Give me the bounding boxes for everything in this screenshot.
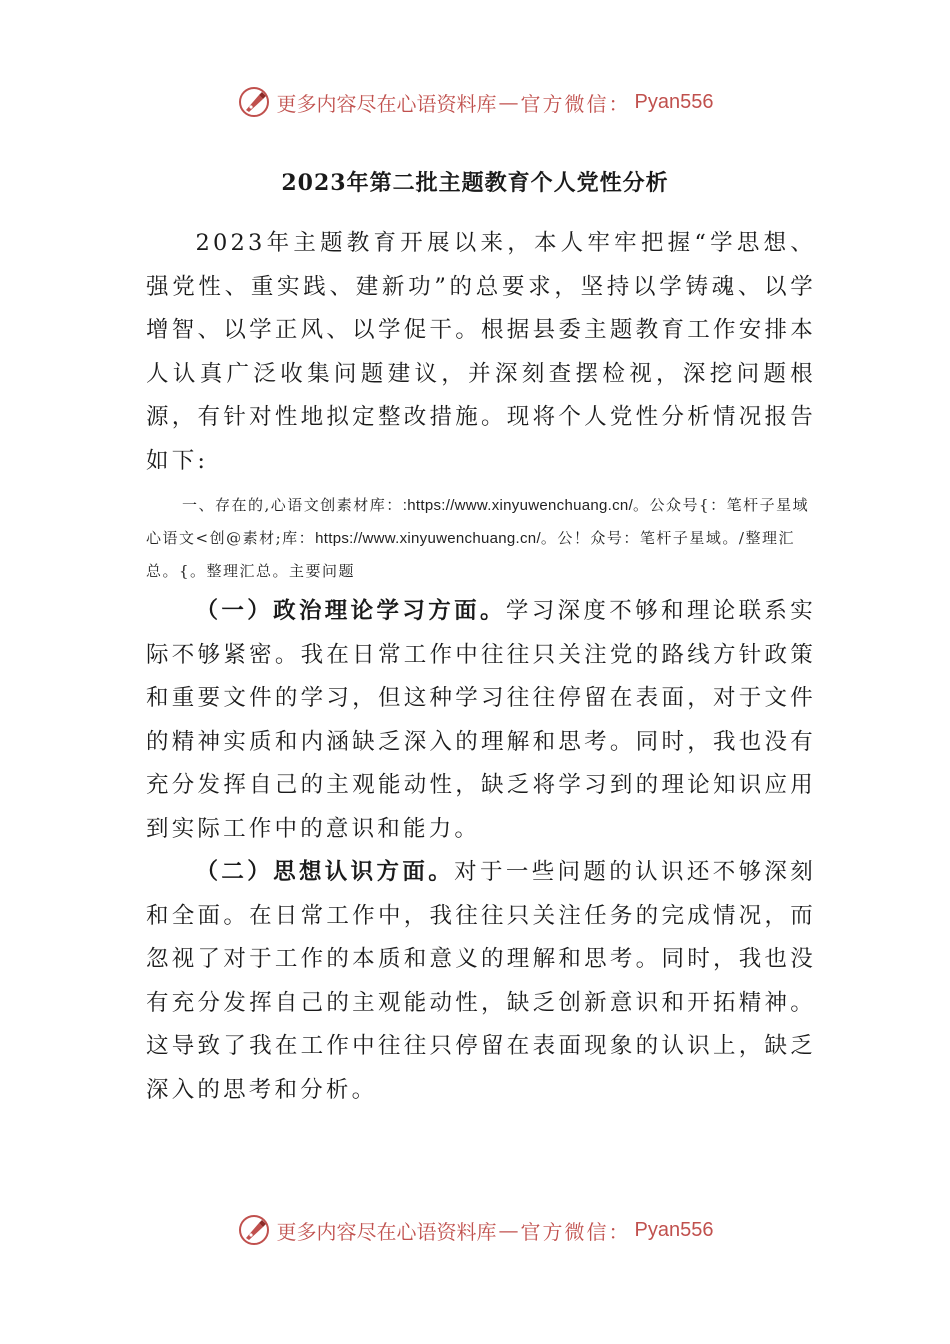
noise-url-1: :https://www.xinyuwenchuang.cn/ — [402, 497, 634, 514]
section-body-2: 对于一些问题的认识还不够深刻和全面。在日常工作中，我往往只关注任务的完成情况，而忽视了对于工作的本质和意义的理解和思考。同时，我也没有充分发挥自己的主观能动性，缺乏创新意识和开拓精神。这导致了我在工作中往往只停留在表面现象的认识上，缺乏深入的思考和分析。 — [146, 859, 816, 1103]
intro-paragraph: 2023年主题教育开展以来，本人牢牢把握“学思想、强党性、重实践、建新功”的总要求，坚持以学铸魂、以学增智、以学正风、以学促干。根据县委主题教育工作安排本人认真广泛收集问题建议，并深刻查摆检视，深挖问题根源，有针对性地拟定整改措施。现将个人党性分析情况报告如下: — [146, 230, 816, 474]
header-banner — [0, 82, 950, 122]
noise-text-2: 。公众号{：笔杆子星域心语文<创@素材;库： — [146, 496, 810, 547]
section-heading-1: （一）政治理论学习方面。 — [195, 598, 506, 624]
footer-dash: — — [498, 1218, 519, 1242]
section-heading-2: （二）思想认识方面。 — [195, 859, 455, 885]
document-body — [146, 222, 816, 1112]
pen-nib-icon — [237, 1213, 271, 1247]
footer-banner — [0, 1210, 950, 1250]
noise-text-1: 一、存在的,心语文创素材库： — [182, 496, 403, 514]
document-title: 2023年第二批主题教育个人党性分析 — [281, 170, 669, 196]
section-paragraph-1 — [146, 590, 816, 851]
footer-official-label: 官方微信： — [520, 1219, 631, 1244]
footer-slogan: 更多内容尽在心语资料库 — [276, 1219, 497, 1244]
banner-wechat-id: Pyan556 — [634, 90, 714, 113]
noise-url-2: https://www.xinyuwenchuang.cn/ — [315, 530, 541, 547]
banner-dash: — — [498, 90, 519, 114]
pen-nib-icon — [237, 85, 271, 119]
banner-slogan: 更多内容尽在心语资料库 — [276, 91, 497, 116]
footer-wechat-id: Pyan556 — [634, 1218, 714, 1241]
section-noise-line — [146, 489, 816, 588]
section-paragraph-2 — [146, 851, 816, 1112]
banner-official-label: 官方微信： — [520, 91, 631, 116]
noise-text-3: 。公！众号：笔杆子星域。/整理汇总。{。整理汇总。主要问题 — [146, 529, 795, 580]
section-body-1: 学习深度不够和理论联系实际不够紧密。我在日常工作中往往只关注党的路线方针政策和重要文件的学习，但这种学习往往停留在表面，对于文件的精神实质和内涵缺乏深入的理解和思考。同时，我也没有充分发挥自己的主观能动性，缺乏将学习到的理论知识应用到实际工作中的意识和能力。 — [146, 598, 816, 842]
